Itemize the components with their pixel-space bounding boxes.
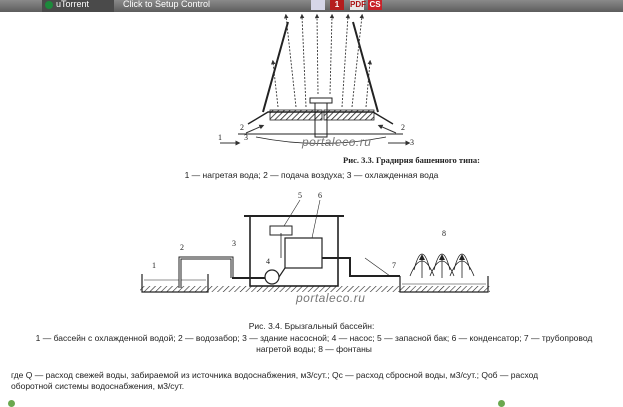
one-icon-label: 1 (334, 0, 340, 9)
label-1: 1 (218, 133, 222, 142)
browser-toolbar (0, 0, 623, 12)
utorrent-icon (45, 1, 53, 9)
label-6: 6 (318, 191, 322, 200)
label-3: 3 (232, 239, 236, 248)
figure2-legend: 1 — бассейн с охлажденной водой; 2 — водозабор; 3 — здание насосной; 4 — насос; 5 — запасной бак; 6 — конденсатор; 7 — трубопровод нагретой воды; 8 — фонтаны (35, 333, 593, 354)
label-3-left: 3 (244, 133, 248, 142)
one-icon[interactable] (330, 0, 344, 10)
formula-explanation: где Q — расход свежей воды, забираемой из источника водоснабжения, м3/сут.; Qс — расход сбросной воды, м3/сут.; Qоб — расход оборотной системы водоснабжения, м3/сут. (11, 370, 539, 391)
cooling-tower-diagram (218, 12, 418, 152)
watermark: portaleco.ru (302, 135, 372, 149)
pdf-icon[interactable] (350, 0, 364, 10)
utorrent-tab-label: uTorrent (56, 0, 90, 9)
figure2-title: Рис. 3.4. Брызгальный бассейн: (248, 321, 375, 331)
label-7: 7 (392, 261, 396, 270)
label-3-right: 3 (410, 138, 414, 147)
flag-icon[interactable] (311, 0, 325, 10)
label-2-right: 2 (401, 123, 405, 132)
label-2: 2 (180, 243, 184, 252)
figure1-title: Рис. 3.3. Градирня башенного типа: (343, 155, 480, 165)
cs-icon[interactable] (368, 0, 382, 10)
label-8: 8 (442, 229, 446, 238)
watermark: portaleco.ru (296, 291, 366, 305)
setup-control-button[interactable]: Click to Setup Control (123, 0, 211, 9)
label-1: 1 (152, 261, 156, 270)
cs-icon-label: CS (369, 0, 381, 9)
figure1-legend: 1 — нагретая вода; 2 — подача воздуха; 3 — охлажденная вода (184, 170, 439, 180)
label-2-left: 2 (240, 123, 244, 132)
green-bullet-icon (498, 400, 505, 407)
label-4: 4 (266, 257, 270, 266)
green-bullet-icon (8, 400, 15, 407)
label-5: 5 (298, 191, 302, 200)
pdf-icon-label: PDF (350, 0, 366, 9)
utorrent-tab[interactable] (42, 0, 114, 12)
